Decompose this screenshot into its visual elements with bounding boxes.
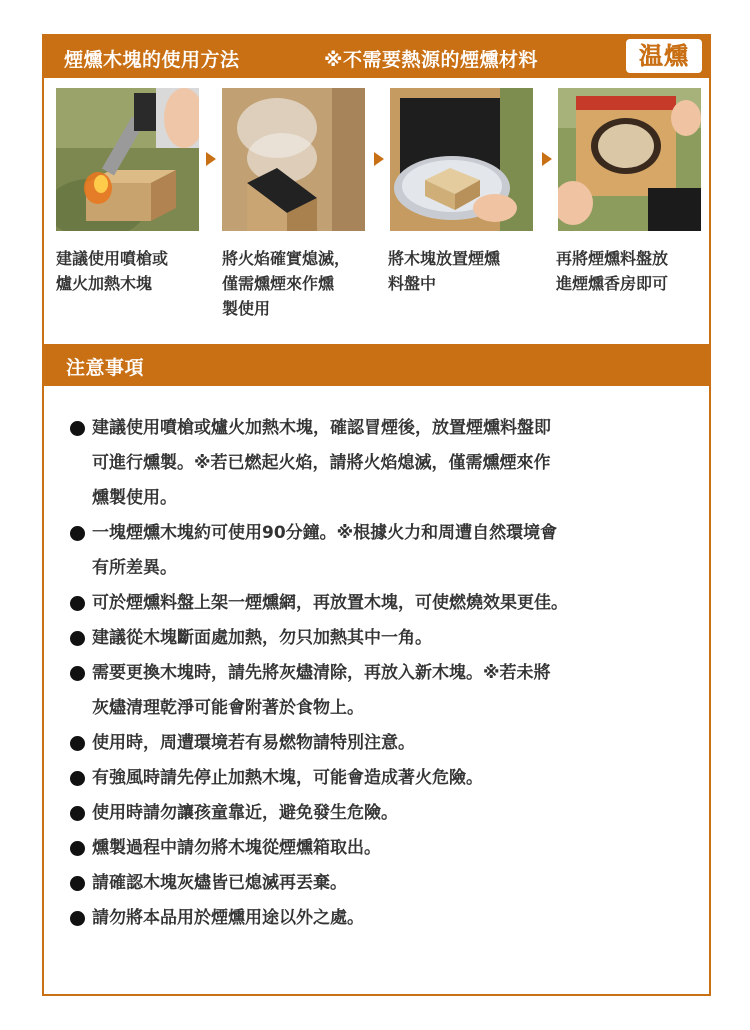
arrow-right-icon — [374, 152, 384, 166]
caption-line: 建議使用噴槍或 — [56, 249, 169, 268]
steps-row — [56, 88, 701, 233]
caption-line: 僅需燻煙來作燻 — [222, 274, 335, 293]
notice-line: 燻製使用。 — [92, 488, 177, 508]
caption-line: 將木塊放置煙燻 — [388, 249, 501, 268]
notice-line: 可進行燻製。※若已燃起火焰，請將火焰熄滅，僅需燻煙來作 — [92, 453, 551, 473]
notice-title: 注意事項 — [66, 357, 145, 379]
arrow-right-icon — [542, 152, 552, 166]
notice-line: 可於煙燻料盤上架一煙燻網，再放置木塊，可使燃燒效果更佳。 — [92, 593, 568, 613]
notice-item — [70, 411, 700, 516]
notice-line: 需要更換木塊時，請先將灰燼清除，再放入新木塊。※若未將 — [92, 663, 551, 683]
notice-item — [70, 656, 700, 726]
notice-item — [70, 586, 700, 621]
notice-item — [70, 516, 700, 586]
caption-line: 製使用 — [222, 299, 271, 318]
notice-item — [70, 796, 700, 831]
notice-line: 有強風時請先停止加熱木塊，可能會造成著火危險。 — [92, 768, 483, 788]
arrow-right-icon — [206, 152, 216, 166]
notice-item — [70, 621, 700, 656]
notice-header-bar — [44, 344, 709, 386]
caption-line: 料盤中 — [388, 274, 437, 293]
step-2-photo — [222, 88, 365, 231]
notice-line: 請確認木塊灰燼皆已熄滅再丟棄。 — [92, 873, 347, 893]
notice-line: 建議使用噴槍或爐火加熱木塊，確認冒煙後，放置煙燻料盤即 — [92, 418, 551, 438]
notice-list — [70, 411, 700, 936]
notice-line: 使用時，周遭環境若有易燃物請特別注意。 — [92, 733, 415, 753]
notice-item — [70, 761, 700, 796]
brand-logo: 温燻 — [626, 39, 702, 73]
notice-line: 灰燼清理乾淨可能會附著於食物上。 — [92, 698, 364, 718]
step-2-caption — [222, 246, 372, 321]
notice-line: 燻製過程中請勿將木塊從煙燻箱取出。 — [92, 838, 381, 858]
notice-item — [70, 866, 700, 901]
caption-line: 進煙燻香房即可 — [556, 274, 669, 293]
step-1-caption — [56, 246, 206, 296]
notice-line: 使用時請勿讓孩童靠近，避免發生危險。 — [92, 803, 398, 823]
notice-item — [70, 901, 700, 936]
notice-line: 有所差異。 — [92, 558, 177, 578]
notice-item — [70, 726, 700, 761]
page-title: 煙燻木塊的使用方法 — [64, 49, 240, 71]
header-bar — [44, 36, 709, 78]
step-1-photo — [56, 88, 199, 231]
instruction-panel — [42, 34, 711, 996]
caption-line: 爐火加熱木塊 — [56, 274, 153, 293]
caption-line: 將火焰確實熄滅， — [222, 249, 351, 268]
notice-line: 建議從木塊斷面處加熱，勿只加熱其中一角。 — [92, 628, 432, 648]
step-4-caption — [556, 246, 706, 296]
notice-line: 請勿將本品用於煙燻用途以外之處。 — [92, 908, 364, 928]
step-4-photo — [558, 88, 701, 231]
step-3-photo — [390, 88, 533, 231]
notice-line: 一塊煙燻木塊約可使用90分鐘。※根據火力和周遭自然環境會 — [92, 523, 558, 543]
caption-line: 再將煙燻料盤放 — [556, 249, 669, 268]
notice-item — [70, 831, 700, 866]
step-3-caption — [388, 246, 538, 296]
page-subtitle: ※不需要熱源的煙燻材料 — [324, 49, 538, 71]
